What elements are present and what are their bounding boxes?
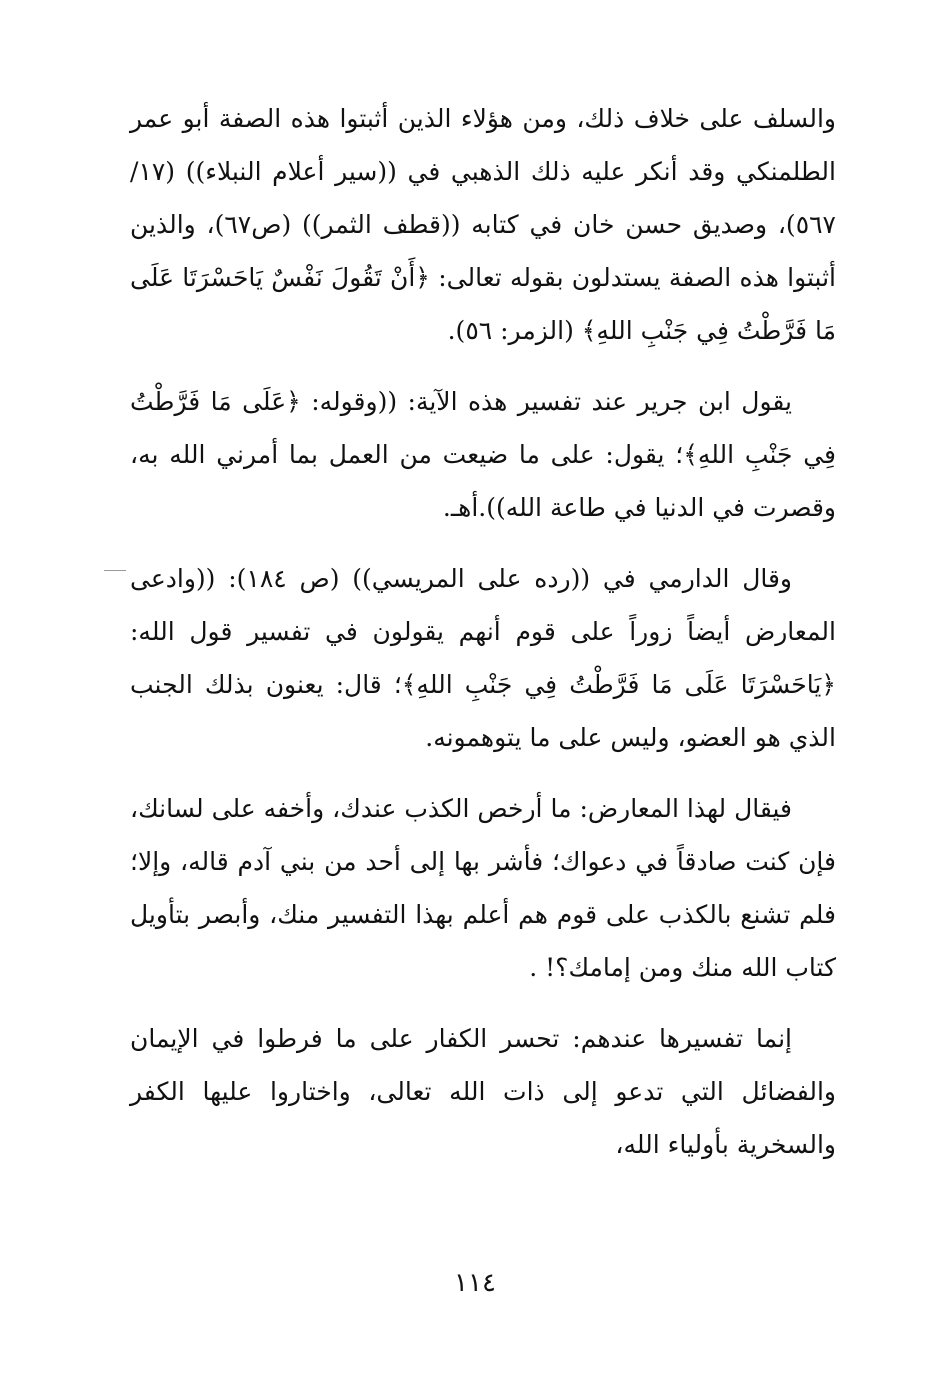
- paragraph-3: وقال الدارمي في ((رده على المريسي)) (ص ١٨٤): ((وادعى المعارض أيضاً زوراً على قوم أنهم يقولون في تفسير قول الله: ﴿يَاحَسْرَتَا عَلَى مَا فَرَّطْتُ فِي جَنْبِ اللهِ﴾؛ قال: يعنون بذلك الجنب الذي هو العضو، وليس على ما يتوهمونه.: [130, 564, 836, 752]
- margin-mark: [104, 570, 126, 571]
- paragraph-1: والسلف على خلاف ذلك، ومن هؤلاء الذين أثبتوا هذه الصفة أبو عمر الطلمنكي وقد أنكر عليه ذلك الذهبي في ((سير أعلام النبلاء)) (١٧/ ٥٦٧)، وصديق حسن خان في كتابه ((قطف الثمر)) (ص٦٧)، والذين أثبتوا هذه الصفة يستدلون بقوله تعالى: ﴿أَنْ تَقُولَ نَفْسٌ يَاحَسْرَتَا عَلَى مَا فَرَّطْتُ فِي جَنْبِ اللهِ﴾ (الزمر: ٥٦).: [130, 104, 836, 345]
- page-body: [130, 92, 836, 1189]
- page-number: ١١٤: [454, 1268, 496, 1298]
- paragraph-2: يقول ابن جرير عند تفسير هذه الآية: ((وقوله: ﴿عَلَى مَا فَرَّطْتُ فِي جَنْبِ اللهِ﴾؛ يقول: على ما ضيعت من العمل بما أمرني الله به، وقصرت في الدنيا في طاعة الله)).أهـ.: [130, 387, 836, 522]
- paragraph-5: إنما تفسيرها عندهم: تحسر الكفار على ما فرطوا في الإيمان والفضائل التي تدعو إلى ذات الله تعالى، واختاروا عليها الكفر والسخرية بأولياء الله،: [130, 1024, 836, 1159]
- paragraph-4: فيقال لهذا المعارض: ما أرخص الكذب عندك، وأخفه على لسانك، فإن كنت صادقاً في دعواك؛ فأشر بها إلى أحد من بني آدم قاله، وإلا؛ فلم تشنع بالكذب على قوم هم أعلم بهذا التفسير منك، وأبصر بتأويل كتاب الله منك ومن إمامك؟! .: [130, 794, 836, 982]
